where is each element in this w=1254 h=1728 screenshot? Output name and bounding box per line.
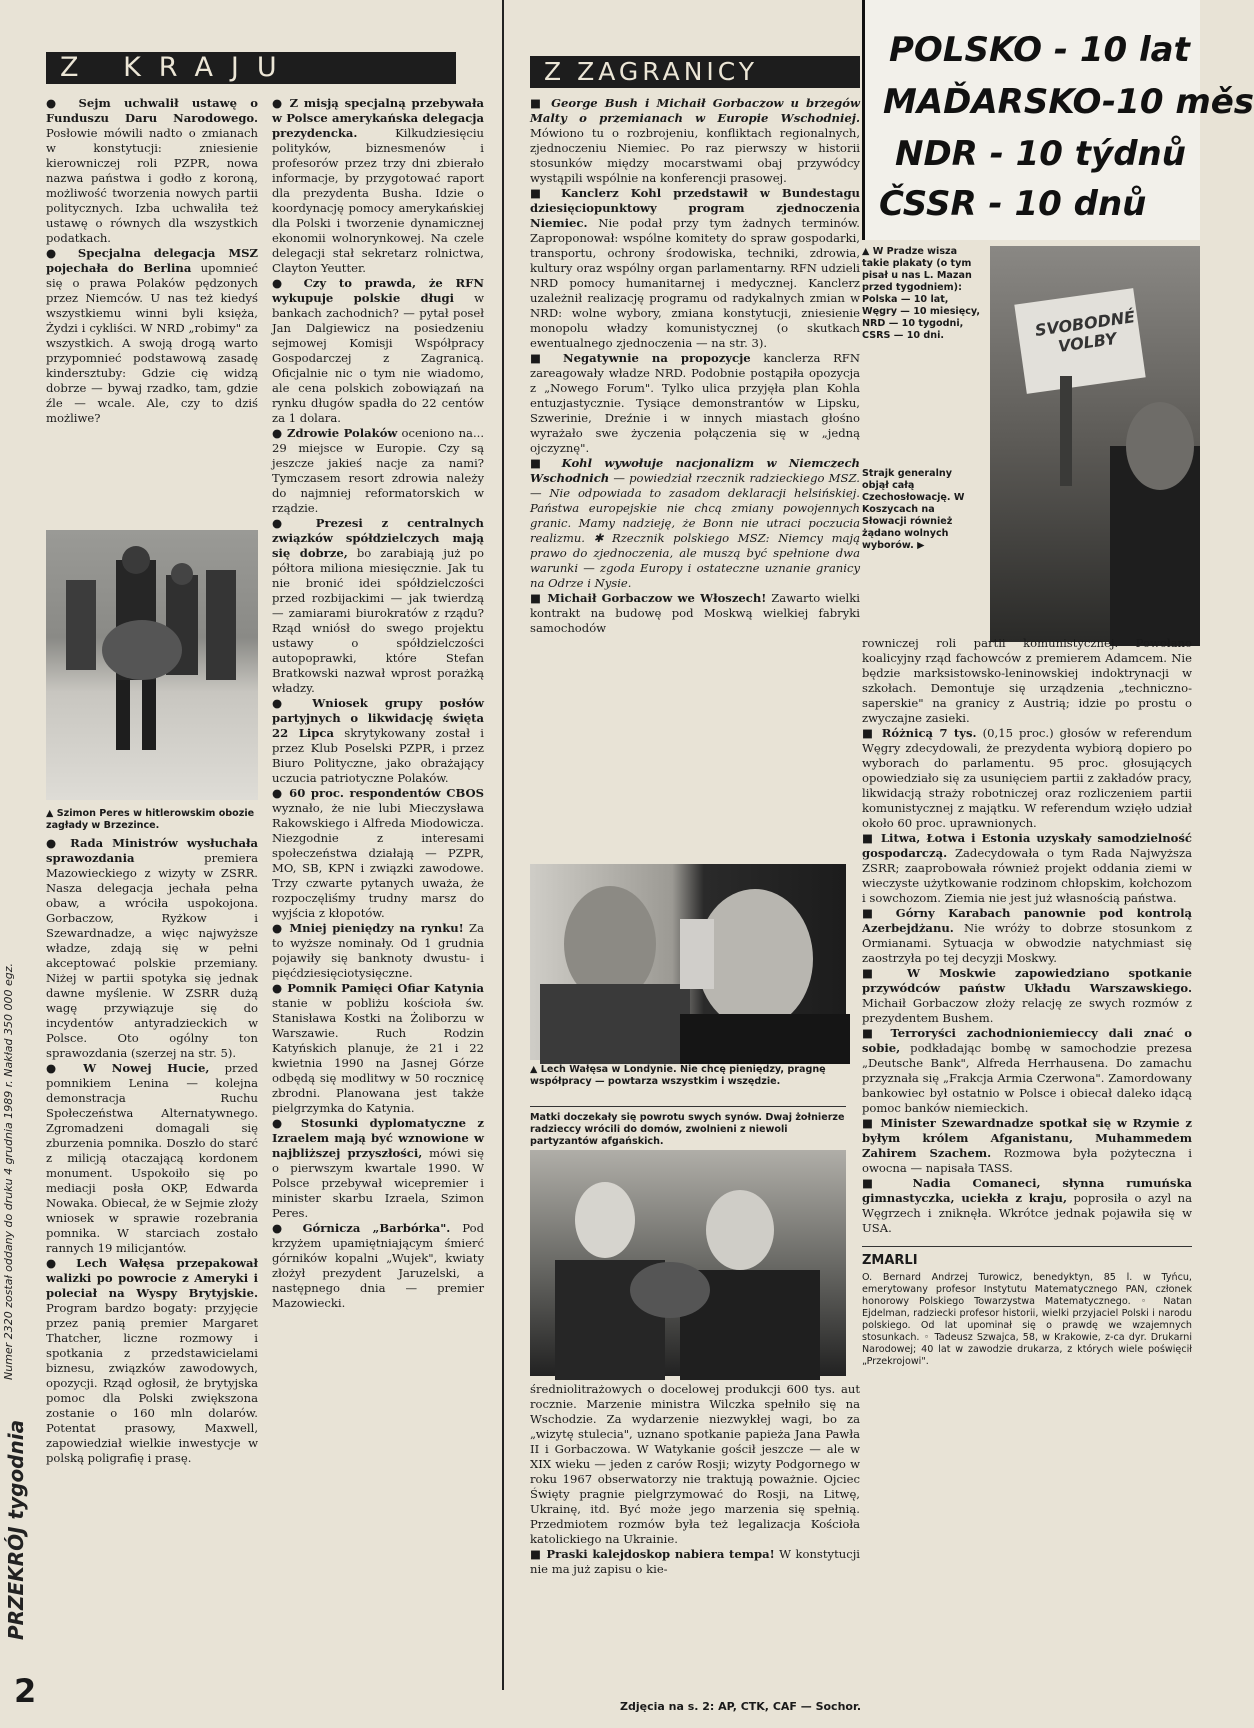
paragraph: kanclerza RFN zareagowały władze NRD. Podobnie postąpiła opozycja z „Nowego Forum". Tylko ulica przyjęła plan Kohla entuzjastycznie. Tysiące demonstrantów w Lipsku, Szwerinie, Dreźnie i w innych miastach głośno wyrażało swe życzenia połączenia się w „jedną ojczyznę". bbox=[530, 351, 860, 455]
paragraph: przed pomnikiem Lenina — kolejna demonstracja Ruchu Społeczeństwa Alternatywnego. Zgromadzeni domagali się zburzenia pomnika. Doszło do starć z milicją otaczającą kordonem monument. Uspokoiło się po mediacji posła OKP, Edwarda Nowaka. Obiecał, że w Sejmie złoży wniosek w sprawie rozebrania pomnika. W starciach zostało rannych 19 milicjantów. bbox=[46, 1061, 258, 1255]
headline: ● Stosunki dyplomatyczne z Izraelem mają być wznowione w najbliższej przyszłości, bbox=[272, 1116, 484, 1160]
paragraph: (0,15 proc.) głosów w referendum Węgry zdecydowali, że prezydenta wybiorą dopiero po wyborach do parlamentu. 95 proc. głosujących opowiedziało się za usunięciem partii z zakładów pracy, likwidacją straży robotniczej oraz rozliczeniem partii komunistycznej z majątku. W referendum wzięło udział około 60 proc. uprawnionych. bbox=[862, 726, 1192, 830]
headline: ■ W Moskwie zapowiedziano spotkanie przywódców państw Układu Warszawskiego. bbox=[862, 966, 1192, 995]
paragraph: Michaił Gorbaczow złoży relację ze swych rozmów z prezydentem Bushem. bbox=[862, 996, 1192, 1025]
paragraph: Kilkudziesięciu polityków, biznesmenów i profesorów przez trzy dni zbierało informacje, by przygotować raport dla prezydenta Busha. Idzie o koordynację pomocy amerykańskiej dla Polski i tworzenie dynamicznej ekonomii wolnorynkowej. Na czele delegacji stał sekretarz rolnictwa, Clayton Yeutter. bbox=[272, 126, 484, 275]
column-1-bottom bbox=[46, 836, 258, 1638]
headline: ■ Kanclerz Kohl przedstawił w Bundestagu dziesięciopunktowy program zjednoczenia Niemiec. bbox=[530, 186, 860, 230]
headline: ● Sejm uchwalił ustawę o Funduszu Daru Narodowego. bbox=[46, 96, 258, 125]
paragraph: w bankach zachodnich? — pytał poseł Jan Dalgiewicz na posiedzeniu sejmowej Komisji Współpracy Gospodarczej z Zagranicą. Oficjalnie nic o tym nie wiadomo, ale cena polskich zobowiązań na rynku długów spadła do 22 centów za 1 dolara. bbox=[272, 291, 485, 425]
column-3-bottom bbox=[530, 1382, 860, 1682]
headline: ■ Negatywnie na propozycje bbox=[530, 351, 751, 365]
protest-sign-text: SVOBODNÉ VOLBY bbox=[1033, 307, 1137, 356]
column-2 bbox=[272, 96, 484, 1656]
headline: ● Specjalna delegacja MSZ pojechała do Berlina bbox=[46, 246, 258, 275]
headline: ■ Nadia Comaneci, słynna rumuńska gimnastyczka, uciekła z kraju, bbox=[862, 1176, 1192, 1205]
column-3-top bbox=[530, 96, 860, 862]
photo-figures bbox=[530, 1150, 846, 1376]
headline: ● Pomnik Pamięci Ofiar Katynia bbox=[272, 981, 484, 995]
headline: ■ George Bush i Michaił Gorbaczow u brzegów Malty o przemianach w Europie Wschodniej. bbox=[530, 96, 860, 125]
paragraph: wyznało, że nie lubi Mieczysława Rakowskiego i Alfreda Miodowicza. Niezgodnie z interesami społeczeństwa działają — PZPR, MO, SB, KPN i związki zawodowe. Trzy czwarte pytanych uważa, że rozpoczęliśmy trudny marsz do wyjścia z kłopotów. bbox=[272, 801, 484, 920]
photo-caption: ▲ Lech Wałęsa w Londynie. Nie chcę pieniędzy, pragnę współpracy — powtarza wszystkim i wszędzie. bbox=[530, 1064, 826, 1087]
section-header-kraj: Z KRAJU bbox=[46, 52, 456, 84]
poster-line: POLSKO - 10 lat bbox=[889, 30, 1190, 70]
headline: ● W Nowej Hucie, bbox=[46, 1061, 210, 1075]
headline: ● Prezesi z centralnych związków spółdzielczych mają się dobrze, bbox=[272, 516, 484, 560]
paragraph: Pod krzyżem upamiętniającym śmierć górników kopalni „Wujek", kwiaty złożył prezydent Jaruzelski, a następnego dnia — premier Mazowiecki. bbox=[272, 1221, 484, 1310]
paragraph: mówi się o pierwszym kwartale 1990. W Polsce przebywał wicepremier i minister skarbu Izraela, Szimon Peres. bbox=[272, 1146, 484, 1220]
masthead-logo: PRZEKRÓJ tygodnia bbox=[4, 1419, 28, 1640]
headline: ● Górnicza „Barbórka". bbox=[272, 1221, 451, 1235]
paragraph: premiera Mazowieckiego z wizyty w ZSRR. Nasza delegacja jechała pełna obaw, a wróciła uspokojona. Gorbaczow, Ryżkow i Szewardnadze, a więc najwyższe władze, zdają się w pełni akceptować polskie przemiany. Niżej w partii spotyka się jednak dawne myślenie. W ZSRR dużą wagę przywiązuje się do incydentów antyradzieckich w Polsce. Oto ogólny ton sprawozdania (szerzej na str. 5). bbox=[46, 851, 258, 1060]
paragraph: podkładając bombę w samochodzie prezesa „Deutsche Bank", Alfreda Herrhausena. Do zamachu przyznała się „Frakcja Armia Czerwona". Zamordowany bankowiec był ostatnio w Polsce i obiecał daleko idącą pomoc banków niemieckich. bbox=[862, 1041, 1192, 1115]
column-1-top bbox=[46, 96, 258, 526]
headline: ● 60 proc. respondentów CBOS bbox=[272, 786, 484, 800]
photo-figures bbox=[530, 864, 846, 1060]
headline: ● Rada Ministrów wysłuchała sprawozdania bbox=[46, 836, 258, 865]
paragraph: oceniono na... 29 miejsce w Europie. Czy są jeszcze jakieś nacje za nami? Tymczasem resort zdrowia należy do najmniej reformatorskich w rządzie. bbox=[272, 426, 485, 515]
headline: ● Lech Wałęsa przepakował walizki po powrocie z Ameryki i poleciał na Wyspy Brytyjskie. bbox=[46, 1256, 258, 1300]
paragraph: Nie podał przy tym żadnych terminów. Zaproponował: wspólne komitety do spraw gospodarki, transportu, ochrony środowiska, techniki, zdrowia, kultury oraz wspólny organ parlamentarny. RFN udzieli NRD pomocy humanitarnej i medycznej. Kanclerz uzależnił realizację programu od radykalnych zmian w NRD: wolne wybory, zmiana konstytucji, zniesienie monopolu władzy komunistycznej (o skutkach ewentualnego zjednoczenia — na str. 3). bbox=[530, 216, 860, 350]
paragraph: W konstytucji nie ma już zapisu o kie- bbox=[530, 1547, 861, 1576]
paragraph: skrytykowany został i przez Klub Poselski PZPR, i przez Biuro Polityczne, jako obrażający uczucia patriotyczne Polaków. bbox=[272, 726, 484, 785]
paragraph: bo zarabiają już po półtora miliona miesięcznie. Jak tu nie bronić idei spółdzielczości przed rozbijackimi — jak twierdzą — zamiarami biurokratów z rządu? Rząd wniósł do swego projektu ustawy o spółdzielczości autopoprawki, które Stefan Bratkowski nazwał wprost porażką władzy. bbox=[272, 546, 484, 695]
zmarli-heading: ZMARLI bbox=[862, 1253, 918, 1268]
paragraph: rowniczej roli partii komunistycznej. Powołano koalicyjny rząd fachowców z premierem Adamcem. Nie będzie marksistowsko-leninowskiej indoktrynacji w szkołach. Demontuje się urządzenia „techniczno-saperskie" na granicy z Austrią; idzie po prostu o zwyczajne zasieki. bbox=[862, 636, 1192, 725]
paragraph: Posłowie mówili nadto o zmianach w konstytucji: zniesienie kierowniczej roli PZPR, nowa nazwa państwa i godło z koroną, możliwość tworzenia nowych partii politycznych. Izba uchwaliła też ustawę o równych dla wszystkich podatkach. bbox=[46, 126, 258, 245]
paragraph: — powiedział rzecznik radzieckiego MSZ. — Nie odpowiada to zasadom deklaracji helsińskiej. Państwa europejskie nie chcą zmiany powojennych granic. Mamy nadzieję, że Bonn nie utraci poczucia realizmu. ✱ Rzecznik polskiego MSZ: Niemcy mają prawo do zjednoczenia, ale muszą być spełnione dwa warunki — zgoda Europy i ostateczne uznanie granicy na Odrze i Nysie. bbox=[530, 471, 860, 590]
headline: ■ Górny Karabach panownie pod kontrolą Azerbejdżanu. bbox=[862, 906, 1192, 935]
photo-caption: ▲ W Pradze wisza takie plakaty (o tym pisał u nas L. Mazan przed tygodniem): Polska — 10 lat, Węgry — 10 miesięcy, NRD — 10 tygodni, CSRS — 10 dni. bbox=[862, 246, 981, 341]
headline: ■ Różnicą 7 tys. bbox=[862, 726, 977, 740]
photo-peres-brzezinka bbox=[46, 530, 258, 800]
headline: ● Wniosek grupy posłów partyjnych o likwidację święta 22 Lipca bbox=[272, 696, 484, 740]
paragraph: Rozmowa była pożyteczna i owocna — napisała TASS. bbox=[862, 1146, 1193, 1175]
photo-caption: ▲ Szimon Peres w hitlerowskim obozie zagłady w Brzezince. bbox=[46, 808, 255, 831]
column-4 bbox=[862, 636, 1192, 1698]
photo-walesa-london bbox=[530, 864, 846, 1060]
headline: ● Zdrowie Polaków bbox=[272, 426, 398, 440]
photo-credits: Zdjęcia na s. 2: AP, CTK, CAF — Sochor. bbox=[620, 1700, 862, 1713]
paragraph: Zadecydowała o tym Rada Najwyższa ZSRR; zaaprobowała również projekt oddania ziemi w wieczyste użytkowanie rodzinom chłopskim, kołchozom i sowchozom. Ziemia nie jest już własnością państwa. bbox=[862, 846, 1192, 905]
section-header-zagranicy: Z ZAGRANICY bbox=[530, 56, 860, 88]
headline: ■ Michaił Gorbaczow we Włoszech! bbox=[530, 591, 767, 605]
photo-prague-poster bbox=[862, 0, 1254, 240]
photo-kosice-protest bbox=[990, 246, 1200, 642]
photo-figures bbox=[46, 530, 258, 800]
obituaries: O. Bernard Andrzej Turowicz, benedyktyn, 85 l. w Tyńcu, emerytowany profesor Instytutu Matematycznego PAN, członek honorowy Polskiego Towarzystwa Matematycznego. ◦ Natan Ejdelman, radziecki profesor historii, wielki przyjaciel Polski i narodu polskiego. Od lat upominał się o prawdę we wzajemnych stosunkach. ◦ Tadeusz Szwajca, 58, w Krakowie, z-ca dyr. Drukarni Narodowej; 40 lat w zawodzie drukarza, z których wiele poświęcił „Przekrojowi". bbox=[862, 1272, 1192, 1367]
headline: ■ Praski kalejdoskop nabiera tempa! bbox=[530, 1547, 775, 1561]
poster-line: MAĎARSKO-10 měs bbox=[883, 82, 1254, 122]
paragraph: Zawarto wielki kontrakt na budowę pod Moskwą wielkiej fabryki samochodów bbox=[530, 591, 861, 635]
photo-caption: Strajk generalny objął całą Czechosłowację. W Koszycach na Słowacji również żądano wolnych wyborów. ▶ bbox=[862, 468, 965, 551]
poster-line: NDR - 10 týdnů bbox=[895, 134, 1186, 174]
paragraph: upomnieć się o prawa Polaków pędzonych przez Niemców. U nas też kiedyś wszystkiemu winni byli księża, Żydzi i cykliści. W NRD „robimy" za wszystkich. A swoją drogą warto przypomnieć podstawową zasadę kindersztuby: Gdzie cię widzą dobrze — bywaj rzadko, tam, gdzie źle — wcale. Ale, czy to dziś możliwe? bbox=[46, 261, 258, 425]
headline: ● Czy to prawda, że RFN wykupuje polskie długi bbox=[272, 276, 484, 305]
photo-caption: Matki doczekały się powrotu swych synów. Dwaj żołnierze radzieccy wrócili do domów, zwolnieni z niewoli partyzantów afgańskich. bbox=[530, 1112, 845, 1147]
headline: ■ Minister Szewardnadze spotkał się w Rzymie z byłym królem Afganistanu, Muhammedem Zahirem Szachem. bbox=[862, 1116, 1192, 1160]
headline: ● Z misją specjalną przebywała w Polsce amerykańska delegacja prezydencka. bbox=[272, 96, 484, 140]
headline: ■ Kohl wywołuje nacjonalizm w Niemczech Wschodnich bbox=[530, 456, 860, 485]
column-divider bbox=[502, 0, 504, 1690]
paragraph: stanie w pobliżu kościoła św. Stanisława Kostki na Żoliborzu w Warszawie. Ruch Rodzin Katyńskich planuje, że 21 i 22 kwietnia 1990 na Jasnej Górze odbędą się modlitwy w 50 rocznicę zbrodni. Planowana jest także pielgrzymka do Katynia. bbox=[272, 996, 484, 1115]
paragraph: Program bardzo bogaty: przyjęcie przez panią premier Margaret Thatcher, liczne rozmowy i spotkania z przedstawicielami biznesu, związków zawodowych, opozycji. Rząd ogłosił, że brytyjska pomoc dla Polski zwiększona zostanie o 160 mln dolarów. Potentat prasowy, Maxwell, zapowiedział wielkie inwestycje w polską poligrafię i prasę. bbox=[46, 1301, 258, 1465]
poster-line: ČSSR - 10 dnů bbox=[879, 184, 1147, 224]
photo-soldiers-mothers bbox=[530, 1150, 846, 1376]
page-number: 2 bbox=[14, 1672, 37, 1710]
print-note: Numer 2320 został oddany do druku 4 grudnia 1989 r. Nakład 350 000 egz. bbox=[2, 962, 15, 1380]
photo-figures bbox=[990, 246, 1200, 642]
paragraph: średniolitrażowych o docelowej produkcji 600 tys. aut rocznie. Marzenie ministra Wilczka spełniło się na Wschodzie. Za wydarzenie niezwykłej wagi, bo za „wizytę stulecia", uznano spotkanie papieża Jana Pawła II i Gorbaczowa. W Watykanie gościł jeszcze — ale w XIX wieku — jeden z carów Rosji; wizyty Podgornego w roku 1967 obserwatorzy nie traktują poważnie. Ojciec Święty pragnie pielgrzymować do Rosji, na Litwę, Ukrainę, itd. Być może jego marzenia się spełnią. Przedmiotem rozmów była też legalizacja Kościoła katolickiego na Ukrainie. bbox=[530, 1382, 860, 1546]
caption-divider bbox=[530, 1106, 846, 1107]
paragraph: Za to wyższe nominały. Od 1 grudnia pojawiły się banknoty dwustu- i pięćdziesięciotysięczne. bbox=[272, 921, 484, 980]
paragraph: poprosiła o azyl na Węgrzech i zniknęła. Wkrótce jednak pojawiła się w USA. bbox=[862, 1191, 1192, 1235]
headline: ● Mniej pieniędzy na rynku! bbox=[272, 921, 464, 935]
paragraph: Mówiono tu o rozbrojeniu, konfliktach regionalnych, zjednoczeniu Niemiec. Po raz pierwszy w historii stosunków między mocarstwami obaj przywódcy wystąpili wspólnie na konferencji prasowej. bbox=[530, 126, 860, 185]
paragraph: Nie wróży to dobrze stosunkom z Ormianami. Sytuacja w obwodzie natychmiast się zaostrzyła po tej decyzji Moskwy. bbox=[862, 921, 1192, 965]
headline: ■ Terroryści zachodnioniemieccy dali znać o sobie, bbox=[862, 1026, 1192, 1055]
headline: ■ Litwa, Łotwa i Estonia uzyskały samodzielność gospodarczą. bbox=[862, 831, 1192, 860]
